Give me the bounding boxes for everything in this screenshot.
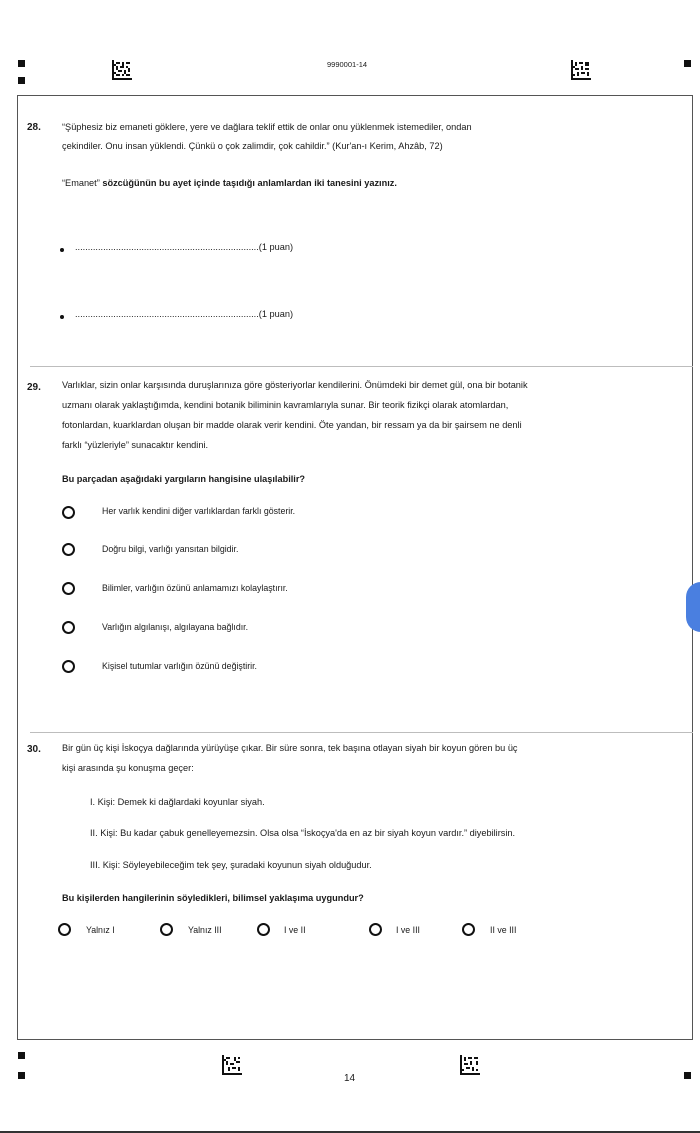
datamatrix-code-icon bbox=[460, 1055, 480, 1075]
registration-mark bbox=[18, 77, 25, 84]
option-label: Kişisel tutumlar varlığın özünü değiştirir. bbox=[102, 661, 257, 671]
option-radio[interactable] bbox=[160, 923, 173, 936]
q29-text-line: Varlıklar, sizin onlar karşısında duruşlarınıza göre gösteriyorlar kendilerini. Önümdeki bir demet gül, ona bir botanik bbox=[62, 380, 528, 390]
datamatrix-code-icon bbox=[222, 1055, 242, 1075]
option-label: I ve II bbox=[284, 925, 306, 935]
q30-text-line: kişi arasında şu konuşma geçer: bbox=[62, 763, 194, 773]
registration-mark bbox=[18, 1052, 25, 1059]
option-radio[interactable] bbox=[62, 660, 75, 673]
option-label: Bilimler, varlığın özünü anlamamızı kolaylaştırır. bbox=[102, 583, 288, 593]
registration-mark bbox=[18, 1072, 25, 1079]
q30-statement: II. Kişi: Bu kadar çabuk genelleyemezsin. Olsa olsa “İskoçya'da en az bir siyah koyun vardır.” diyebilirsin. bbox=[90, 828, 516, 838]
q28-text-line: çekindiler. Onu insan yüklendi. Çünkü o çok zalimdir, çok cahildir.” (Kur'an-ı Kerim, Ahzâb, 72) bbox=[62, 141, 443, 151]
question-number: 30. bbox=[27, 744, 41, 755]
datamatrix-code-icon bbox=[571, 60, 591, 80]
booklet-code: 9990001-14 bbox=[327, 60, 368, 69]
option-radio[interactable] bbox=[62, 582, 75, 595]
option-label: Her varlık kendini diğer varlıklardan farklı gösterir. bbox=[102, 506, 296, 516]
q30-statement: III. Kişi: Söyleyebileceğim tek şey, şuradaki koyunun siyah olduğudur. bbox=[90, 860, 372, 870]
section-divider bbox=[30, 732, 693, 733]
registration-mark bbox=[684, 1072, 691, 1079]
question-number: 28. bbox=[27, 122, 41, 133]
option-radio[interactable] bbox=[257, 923, 270, 936]
option-radio[interactable] bbox=[62, 621, 75, 634]
q28-instruction: “Emanet” sözcüğünün bu ayet içinde taşıdığı anlamlardan iki tanesini yazınız. bbox=[62, 178, 397, 188]
option-label: Yalnız I bbox=[86, 925, 115, 935]
option-radio[interactable] bbox=[369, 923, 382, 936]
answer-blank[interactable]: ........................................................................(1 puan) bbox=[75, 309, 294, 319]
q29-text-line: uzmanı olarak yaklaştığımda, kendini botanik biliminin kavramlarıyla sunar. Bir teorik fizikçi olarak atomlardan, bbox=[62, 400, 509, 410]
option-radio[interactable] bbox=[62, 543, 75, 556]
option-label: Varlığın algılanışı, algılayana bağlıdır. bbox=[102, 622, 249, 632]
option-label: II ve III bbox=[490, 925, 517, 935]
option-label: Doğru bilgi, varlığı yansıtan bilgidir. bbox=[102, 544, 239, 554]
q29-text-line: farklı “yüzleriyle” sunacaktır kendini. bbox=[62, 440, 209, 450]
option-label: Yalnız III bbox=[188, 925, 222, 935]
option-radio[interactable] bbox=[462, 923, 475, 936]
q29-text-line: fotonlardan, kuarklardan oluşan bir madde olarak verir kendini. Öte yandan, bir ressam ya da bir şairsem ne denli bbox=[62, 420, 522, 430]
answer-blank[interactable]: ........................................................................(1 puan) bbox=[75, 242, 294, 252]
q28-text-line: “Şüphesiz biz emaneti göklere, yere ve dağlara teklif ettik de onlar onu yüklenmek istemediler, ondan bbox=[62, 122, 472, 132]
option-radio[interactable] bbox=[62, 506, 75, 519]
datamatrix-code-icon bbox=[112, 60, 132, 80]
bullet bbox=[60, 248, 64, 252]
side-accent-tab[interactable] bbox=[686, 582, 700, 632]
q30-question: Bu kişilerden hangilerinin söyledikleri, bilimsel yaklaşıma uygundur? bbox=[62, 893, 364, 903]
option-label: I ve III bbox=[396, 925, 420, 935]
q29-question: Bu parçadan aşağıdaki yargıların hangisine ulaşılabilir? bbox=[62, 474, 306, 484]
registration-mark bbox=[684, 60, 691, 67]
page-number: 14 bbox=[344, 1073, 356, 1084]
q30-statement: I. Kişi: Demek ki dağlardaki koyunlar siyah. bbox=[90, 797, 265, 807]
option-radio[interactable] bbox=[58, 923, 71, 936]
q30-text-line: Bir gün üç kişi İskoçya dağlarında yürüyüşe çıkar. Bir süre sonra, tek başına otlayan siyah bir koyun gören bu üç bbox=[62, 743, 518, 753]
bullet bbox=[60, 315, 64, 319]
question-number: 29. bbox=[27, 382, 41, 393]
section-divider bbox=[30, 366, 693, 367]
registration-mark bbox=[18, 60, 25, 67]
